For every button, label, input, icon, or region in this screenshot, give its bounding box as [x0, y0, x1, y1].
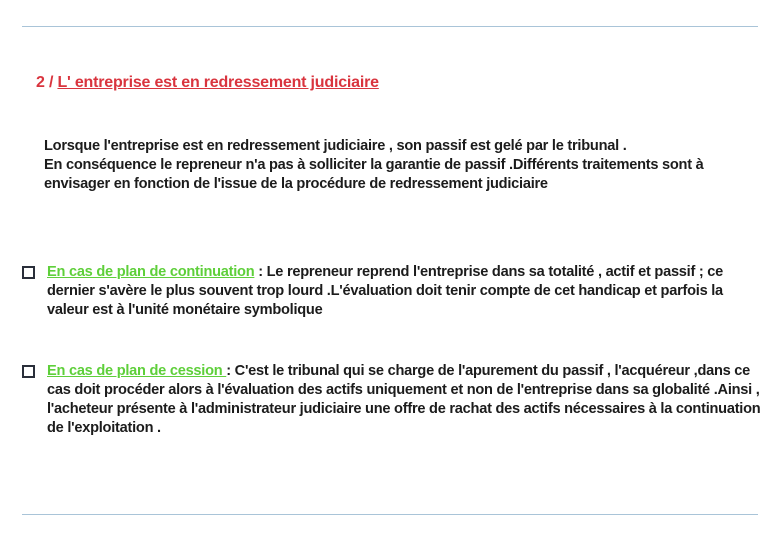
continuation-plan-link[interactable]: En cas de plan de continuation: [47, 264, 255, 280]
cession-plan-link[interactable]: En cas de plan de cession: [47, 363, 227, 379]
section-heading: [36, 74, 379, 92]
bullet-text: [47, 362, 767, 438]
continuation-plan-text: : Le repreneur reprend l'entreprise dans sa totalité , actif et passif ; ce dernier s'avère le plus souvent trop lourd .L'évaluation doit tenir compte de cet handicap et parfois la valeur est à l'unité monétaire symbolique: [47, 264, 724, 318]
cession-plan-text: : C'est le tribunal qui se charge de l'apurement du passif , l'acquéreur ,dans ce cas doit procéder alors à l'évaluation des actifs uniquement et non de l'entreprise dans sa globalité .Ainsi , l'acheteur présente à l'administrateur judiciaire une offre de rachat des actifs nécessaires à la continuation de l'exploitation .: [47, 363, 761, 436]
intro-paragraph: Lorsque l'entreprise est en redressement judiciaire , son passif est gelé par le tribunal .: [44, 138, 627, 154]
consequence-paragraph: [44, 156, 734, 194]
bullet-text: [47, 263, 767, 320]
list-item: [22, 362, 762, 438]
section-heading-text: L' entreprise est en redressement judiciaire: [57, 74, 379, 91]
top-divider: [22, 26, 758, 27]
checkbox-bullet-icon: [22, 365, 35, 378]
section-number: 2 /: [36, 74, 58, 91]
consequence-paragraph-text: En conséquence le repreneur n'a pas à solliciter la garantie de passif .Différents traitements sont à envisager en fonction de l'issue de la procédure de redressement judiciaire: [44, 157, 704, 192]
bottom-divider: [22, 514, 758, 515]
list-item: [22, 263, 762, 320]
checkbox-bullet-icon: [22, 266, 35, 279]
